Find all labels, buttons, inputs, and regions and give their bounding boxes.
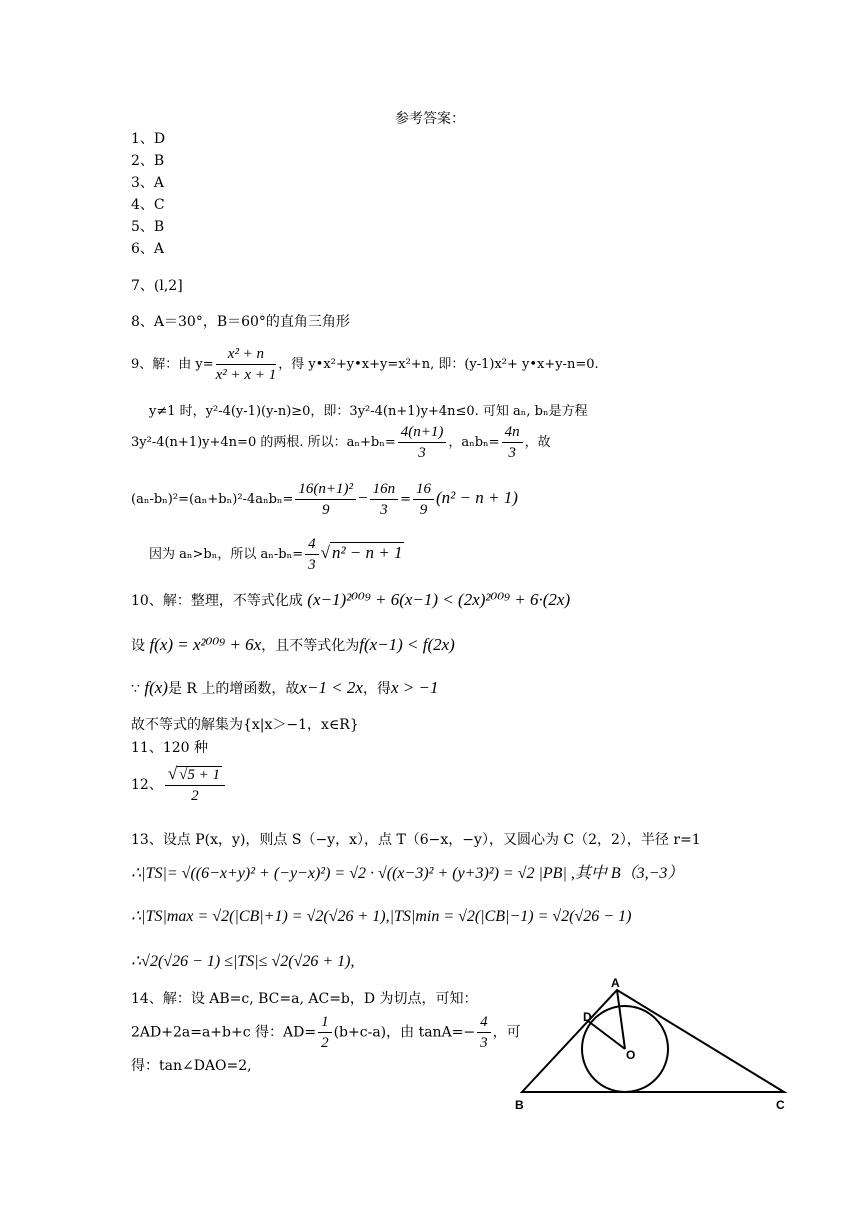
q10-text: ，得 bbox=[362, 681, 391, 697]
q14-text: 2AD+2a=a+b+c 得：AD= bbox=[131, 1024, 317, 1041]
fraction-numerator: 1 bbox=[318, 1012, 332, 1033]
label-d: D bbox=[583, 1010, 592, 1024]
segment-ao bbox=[617, 990, 625, 1049]
triangle-abc bbox=[522, 990, 784, 1092]
answer-item: 4、C bbox=[131, 197, 165, 213]
q14-text: ，可 bbox=[492, 1024, 521, 1041]
q13-line-2: ∴|TS|= √((6−x+y)² + (−y−x)²) = √2 · √((x−3)² + (y+3)²) = √2 |PB| ,其中 B（3,−3） bbox=[131, 865, 684, 882]
q9-text: ，aₙbₙ= bbox=[448, 435, 500, 450]
q10-math: f(x) = x²⁰⁰⁹ + 6x bbox=[149, 635, 262, 654]
q10-line-3 bbox=[131, 678, 438, 698]
fraction-denominator: 3 bbox=[308, 557, 316, 573]
q14-fraction bbox=[318, 1012, 332, 1053]
q9-text: 3y²-4(n+1)y+4n=0 的两根. 所以：aₙ+bₙ= bbox=[131, 435, 396, 450]
label-c: C bbox=[776, 1098, 785, 1112]
q14-line-3: 得：tan∠DAO=2, bbox=[131, 1058, 252, 1074]
label-a: A bbox=[611, 976, 620, 990]
q13-line-4: ∴√2(√26 − 1) ≤|TS|≤ √2(√26 + 1), bbox=[131, 953, 355, 970]
fraction-numerator: x² + n bbox=[216, 344, 277, 365]
q10-math: f(x−1) < f(2x) bbox=[359, 635, 455, 654]
q9-line-5 bbox=[149, 534, 404, 575]
q10-text: 设 bbox=[131, 638, 145, 654]
answer-11: 11、120 种 bbox=[131, 740, 208, 756]
q10-text: 10、解：整理，不等式化成 bbox=[131, 593, 303, 609]
q9-fraction bbox=[216, 344, 277, 385]
answer-item: 1、D bbox=[131, 131, 166, 147]
segment-do bbox=[588, 1021, 625, 1049]
answer-item: 3、A bbox=[131, 175, 165, 191]
fraction-denominator: 3 bbox=[508, 445, 516, 461]
q14-fraction bbox=[477, 1012, 491, 1053]
minus-sign: − bbox=[358, 488, 368, 507]
fraction-denominator: x² + x + 1 bbox=[215, 367, 277, 383]
q14-line-1: 14、解：设 AB=c, BC=a, AC=b，D 为切点，可知： bbox=[131, 991, 478, 1007]
triangle-incircle-figure bbox=[510, 975, 800, 1120]
q9-fraction bbox=[305, 534, 319, 575]
fraction-numerator: 4 bbox=[305, 534, 319, 555]
q10-line-4: 故不等式的解集为{x|x＞−1，x∈R} bbox=[131, 717, 359, 733]
q9-text: (aₙ-bₙ)²=(aₙ+bₙ)²-4aₙbₙ= bbox=[131, 492, 294, 507]
answer-12 bbox=[131, 764, 227, 806]
label-b: B bbox=[515, 1098, 524, 1112]
fraction-denominator: 2 bbox=[321, 1035, 329, 1051]
q10-math: x > −1 bbox=[390, 678, 439, 697]
answer-item: 5、B bbox=[131, 219, 165, 235]
q9-line-1 bbox=[131, 344, 599, 385]
q10-text: ，且不等式化为 bbox=[261, 638, 360, 654]
q9-radicand: n² − n + 1 bbox=[331, 543, 403, 562]
q10-text: 是 R 上的增函数，故 bbox=[167, 681, 300, 697]
answer-item: 6、A bbox=[131, 241, 165, 257]
label-o: O bbox=[626, 1048, 636, 1062]
q9-text: ，故 bbox=[524, 435, 551, 450]
answer-12-radicand: √5 + 1 bbox=[179, 767, 221, 783]
answer-12-fraction bbox=[165, 764, 225, 806]
fraction-numerator: √ √5 + 1 bbox=[165, 764, 225, 786]
fraction-denominator: 3 bbox=[418, 445, 426, 461]
q9-fraction bbox=[413, 479, 434, 520]
q10-math: (x−1)²⁰⁰⁹ + 6(x−1) < (2x)²⁰⁰⁹ + 6·(2x) bbox=[307, 590, 571, 609]
fraction-denominator: 3 bbox=[380, 502, 388, 518]
fraction-denominator: 2 bbox=[191, 788, 199, 804]
fraction-numerator: 16(n+1)² bbox=[295, 479, 356, 500]
fraction-numerator: 4 bbox=[477, 1012, 491, 1033]
q9-fraction bbox=[502, 422, 523, 463]
q9-line-3 bbox=[131, 422, 551, 463]
fraction-numerator: 16 bbox=[413, 479, 434, 500]
q10-line-2 bbox=[131, 635, 455, 655]
q10-line-1 bbox=[131, 590, 570, 610]
q13-line-3: ∴|TS|max = √2(|CB|+1) = √2(√26 + 1),|TS|min = √2(|CB|−1) = √2(√26 − 1) bbox=[131, 908, 632, 925]
page-title: 参考答案： bbox=[395, 111, 465, 127]
fraction-denominator: 3 bbox=[480, 1035, 488, 1051]
q9-fraction bbox=[295, 479, 356, 520]
q9-fraction bbox=[398, 422, 447, 463]
fraction-numerator: 4n bbox=[502, 422, 523, 443]
answer-list bbox=[131, 128, 165, 260]
q9-line-2: y≠1 时，y²-4(y-1)(y-n)≥0，即：3y²-4(n+1)y+4n≤0. 可知 aₙ, bₙ是方程 bbox=[149, 404, 588, 419]
because-symbol: ∵ bbox=[131, 681, 140, 697]
fraction-numerator: 4(n+1) bbox=[398, 422, 447, 443]
answer-7: 7、(l,2] bbox=[131, 278, 183, 294]
fraction-denominator: 9 bbox=[419, 502, 428, 518]
q9-line-4 bbox=[131, 479, 518, 520]
q9-fraction bbox=[370, 479, 399, 520]
q9-text: 9、解：由 y= bbox=[131, 357, 214, 372]
answer-12-label: 12、 bbox=[131, 777, 163, 793]
q9-text: ，得 y•x²+y•x+y=x²+n, 即：(y-1)x²+ y•x+y-n=0. bbox=[278, 357, 599, 372]
answer-8: 8、A＝30°，B＝60°的直角三角形 bbox=[131, 314, 350, 330]
q13-line-1: 13、设点 P(x，y)，则点 S（−y，x），点 T（6−x，−y），又圆心为 C（2，2），半径 r=1 bbox=[131, 832, 701, 848]
q14-line-2 bbox=[131, 1012, 521, 1053]
equals-sign: = bbox=[400, 492, 412, 507]
fraction-numerator: 16n bbox=[370, 479, 399, 500]
fraction-denominator: 9 bbox=[321, 502, 330, 518]
q10-math: x−1 < 2x bbox=[299, 678, 363, 697]
q10-math: f(x) bbox=[144, 678, 168, 697]
answer-item: 2、B bbox=[131, 153, 165, 169]
q9-math: (n² − n + 1) bbox=[436, 488, 518, 507]
q14-text: (b+c-a)，由 tanA=− bbox=[333, 1024, 476, 1041]
sqrt-sign: √ bbox=[320, 543, 330, 562]
q9-text: 因为 aₙ>bₙ，所以 aₙ-bₙ= bbox=[149, 547, 304, 562]
